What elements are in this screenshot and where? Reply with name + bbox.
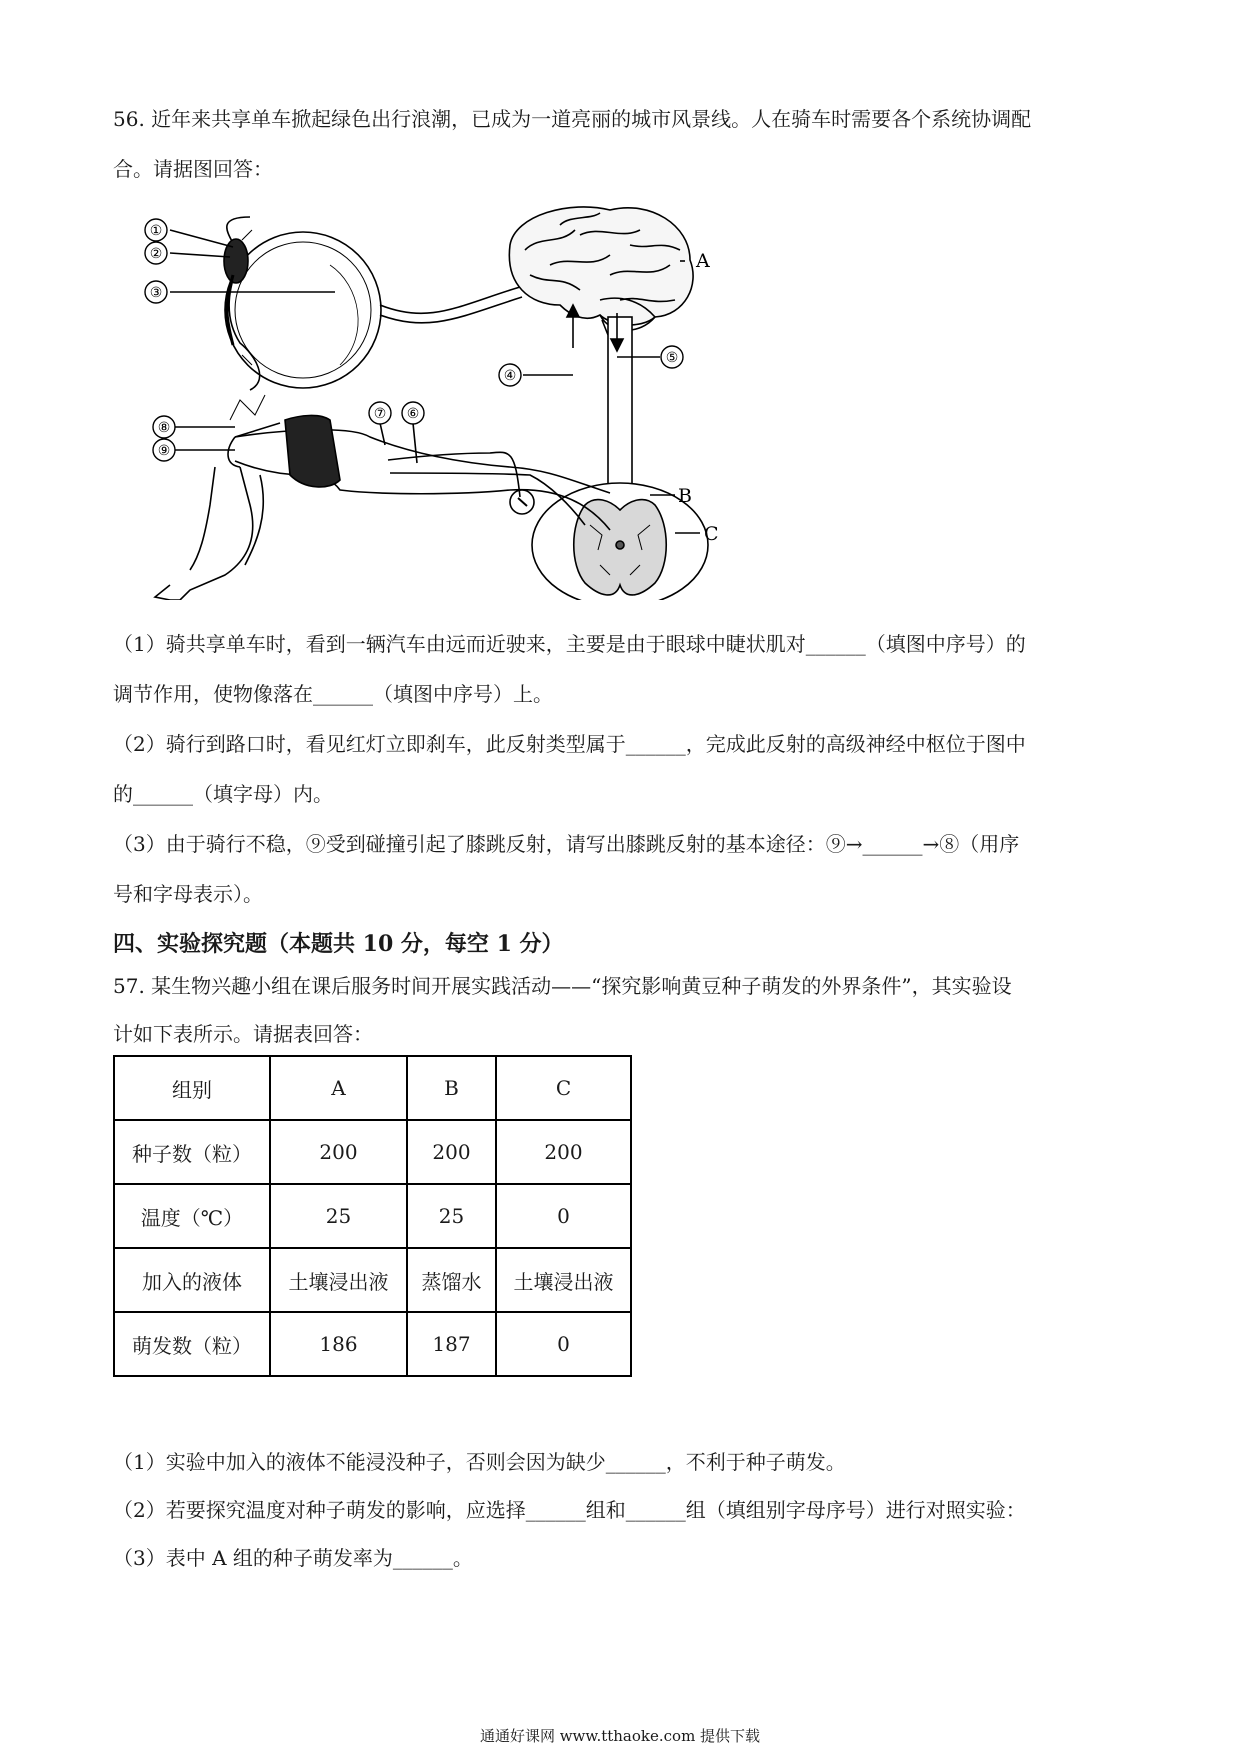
table-cell: 土壤浸出液 [496, 1248, 631, 1312]
label-6: ⑥ [406, 406, 420, 422]
table-row [114, 1312, 631, 1376]
brain-drawing [509, 207, 693, 337]
table-cell: 200 [407, 1120, 496, 1184]
table-cell: C [496, 1056, 631, 1120]
table-row [114, 1056, 631, 1120]
table-cell: 25 [270, 1184, 407, 1248]
table-cell: B [407, 1056, 496, 1120]
q56-sub1-line1: （1）骑共享单车时，看到一辆汽车由远而近驶来，主要是由于眼球中睫状肌对______（填图中序号）的 [113, 632, 1026, 656]
label-7: ⑦ [373, 406, 387, 422]
table-cell: 187 [407, 1312, 496, 1376]
q57-sub2: （2）若要探究温度对种子萌发的影响，应选择______组和______组（填组别字母序号）进行对照实验： [113, 1498, 1026, 1522]
q56-sub3-line2: 号和字母表示）。 [113, 882, 263, 906]
q56-stem-line1: 56. 近年来共享单车掀起绿色出行浪潮，已成为一道亮丽的城市风景线。人在骑车时需要各个系统协调配 [113, 107, 1032, 131]
label-1: ① [149, 223, 163, 239]
label-4: ④ [503, 368, 517, 384]
q56-sub2-line1: （2）骑行到路口时，看见红灯立即刹车，此反射类型属于______，完成此反射的高级神经中枢位于图中 [113, 732, 1026, 756]
table-cell: 25 [407, 1184, 496, 1248]
q56-sub3-line1: （3）由于骑行不稳，⑨受到碰撞引起了膝跳反射，请写出膝跳反射的基本途径：⑨→______→⑧（用序 [113, 832, 1020, 856]
table-cell: 组别 [114, 1056, 270, 1120]
label-9: ⑨ [157, 443, 171, 459]
table-cell: 0 [496, 1312, 631, 1376]
q57-stem-line1: 57. 某生物兴趣小组在课后服务时间开展实践活动——“探究影响黄豆种子萌发的外界条件”，其实验设 [113, 974, 1012, 998]
label-C: C [704, 523, 719, 545]
label-8: ⑧ [157, 420, 171, 436]
table-cell: 0 [496, 1184, 631, 1248]
table-cell: 萌发数（粒） [114, 1312, 270, 1376]
q57-sub3: （3）表中 A 组的种子萌发率为______。 [113, 1546, 473, 1570]
table-row [114, 1120, 631, 1184]
label-5: ⑤ [665, 350, 679, 366]
table-cell: 加入的液体 [114, 1248, 270, 1312]
page-footer: 通通好课网 www.tthaoke.com 提供下载 [479, 1727, 761, 1745]
table-cell: 186 [270, 1312, 407, 1376]
q57-sub1: （1）实验中加入的液体不能浸没种子，否则会因为缺少______，不利于种子萌发。 [113, 1450, 846, 1474]
label-B: B [678, 485, 692, 507]
table-cell: 种子数（粒） [114, 1120, 270, 1184]
table-cell: 蒸馏水 [407, 1248, 496, 1312]
table-cell: 200 [496, 1120, 631, 1184]
q56-stem-line2: 合。请据图回答： [113, 157, 273, 181]
q56-sub1-line2: 调节作用，使物像落在______（填图中序号）上。 [113, 682, 553, 706]
reflex-diagram [130, 205, 830, 600]
table-row [114, 1184, 631, 1248]
experiment-table [113, 1055, 632, 1377]
section-heading: 四、实验探究题（本题共 10 分，每空 1 分） [113, 931, 564, 957]
table-row [114, 1248, 631, 1312]
q56-sub2-line2: 的______（填字母）内。 [113, 782, 333, 806]
table-cell: 温度（℃） [114, 1184, 270, 1248]
label-A: A [696, 250, 710, 272]
table-cell: 200 [270, 1120, 407, 1184]
label-2: ② [149, 246, 163, 262]
table-cell: 土壤浸出液 [270, 1248, 407, 1312]
table-cell: A [270, 1056, 407, 1120]
label-3: ③ [149, 285, 163, 301]
q57-stem-line2: 计如下表所示。请据表回答： [113, 1022, 373, 1046]
